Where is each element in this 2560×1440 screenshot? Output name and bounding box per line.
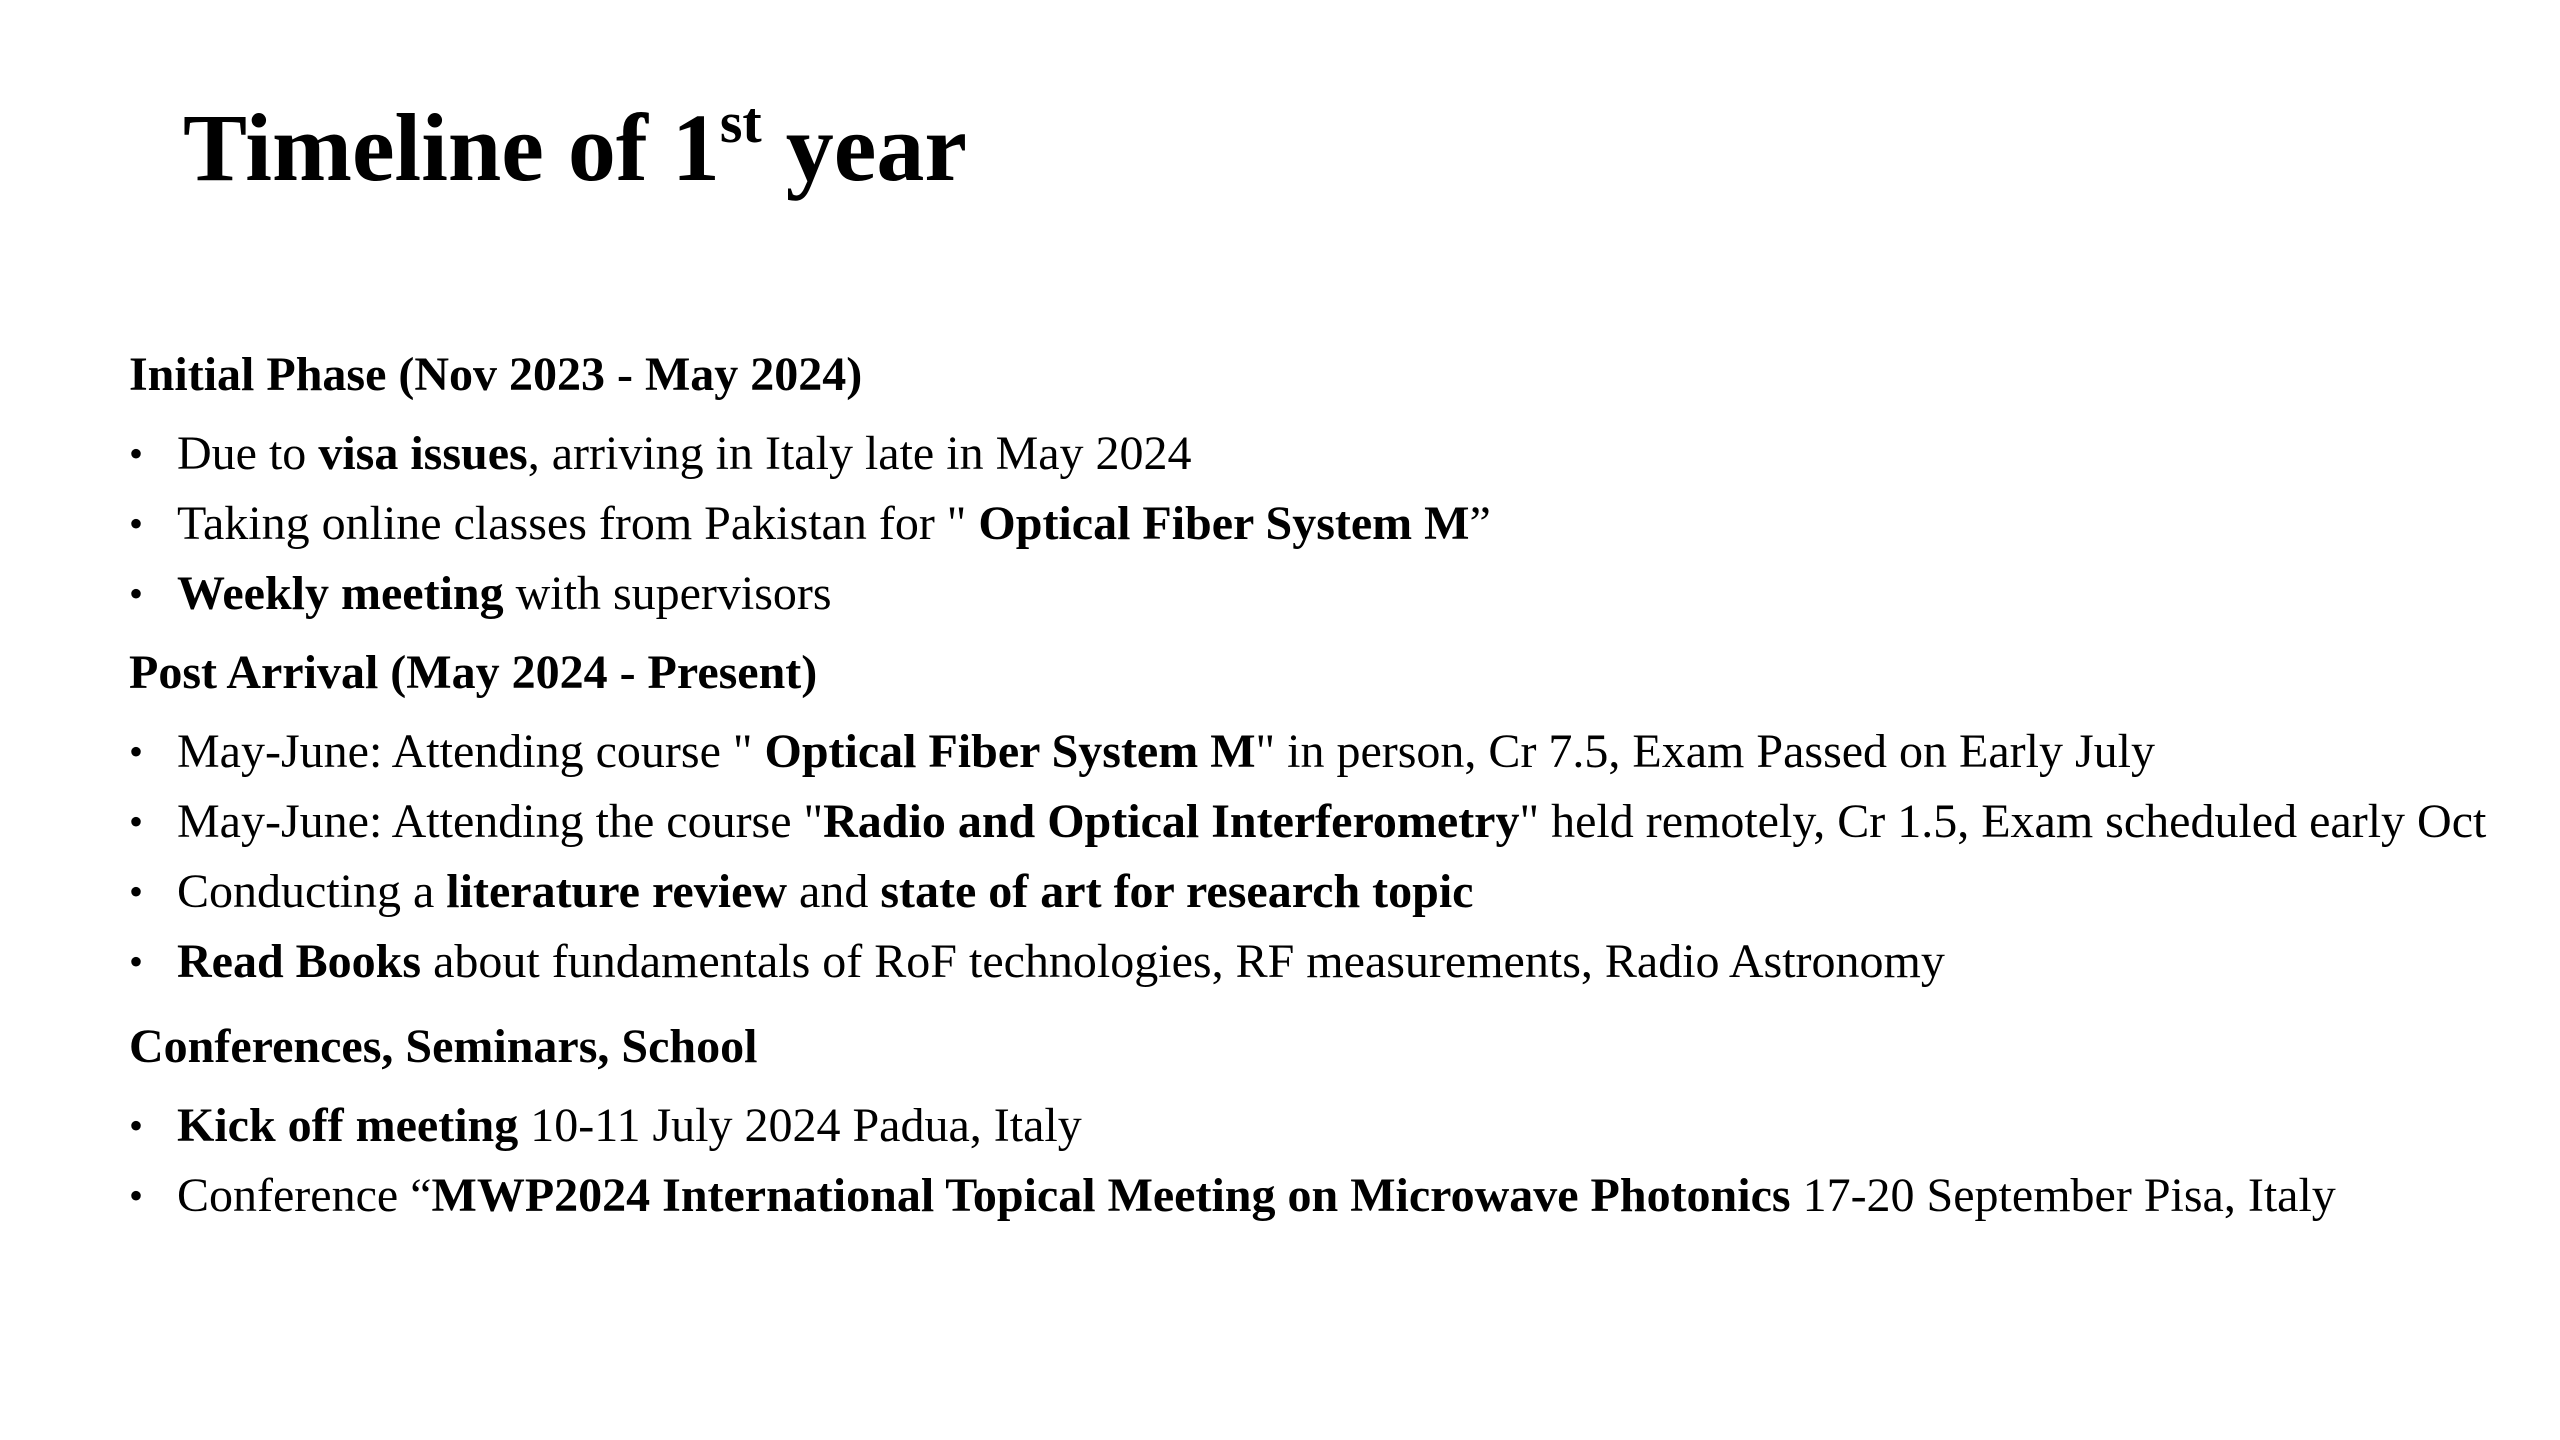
- item-bold-text: Radio and Optical Interferometry: [823, 795, 1520, 848]
- item-text: " held remotely, Cr 1.5, Exam scheduled early Oct: [1519, 795, 2487, 848]
- bullet-icon: •: [129, 501, 144, 546]
- list-item: [129, 795, 2529, 848]
- bullet-icon: •: [129, 729, 144, 774]
- item-text: Conference “: [177, 1169, 432, 1222]
- bullet-icon: •: [129, 1103, 144, 1148]
- item-text: about fundamentals of RoF technologies, RF measurements, Radio Astronomy: [421, 935, 1945, 988]
- item-text: and: [787, 865, 881, 918]
- item-bold-text: Read Books: [177, 935, 422, 988]
- list-item: [129, 1099, 2529, 1152]
- section-heading-conferences: Conferences, Seminars, School: [129, 1020, 758, 1073]
- item-bold-text: literature review: [446, 865, 788, 918]
- title-suffix: year: [761, 94, 967, 201]
- title-prefix: Timeline of 1: [183, 94, 720, 201]
- item-bold-text: visa issues: [318, 427, 528, 480]
- item-text: with supervisors: [503, 567, 832, 620]
- item-bold-text: Weekly meeting: [177, 567, 504, 620]
- list-item: [129, 497, 2529, 550]
- item-text: May-June: Attending the course ": [177, 795, 824, 848]
- slide-content: [129, 345, 2529, 1222]
- list-item: [129, 1169, 2529, 1222]
- section-heading-initial-phase: Initial Phase (Nov 2023 - May 2024): [129, 348, 863, 401]
- bullet-icon: •: [129, 571, 144, 616]
- slide-title: [183, 90, 967, 201]
- list-item: [129, 725, 2529, 778]
- list-item: [129, 865, 2529, 918]
- bullet-icon: •: [129, 869, 144, 914]
- initial-phase-list: [129, 427, 2529, 620]
- item-text: " in person, Cr 7.5, Exam Passed on Early July: [1255, 725, 2156, 778]
- item-text: 10-11 July 2024 Padua, Italy: [518, 1099, 1082, 1152]
- list-item: [129, 567, 2529, 620]
- bullet-icon: •: [129, 431, 144, 476]
- bullet-icon: •: [129, 799, 144, 844]
- item-text: May-June: Attending course ": [177, 725, 765, 778]
- bullet-icon: •: [129, 1173, 144, 1218]
- item-bold-text: state of art for research topic: [880, 865, 1474, 918]
- list-item: [129, 935, 2529, 988]
- item-text: Conducting a: [177, 865, 447, 918]
- conferences-list: [129, 1099, 2529, 1222]
- item-text: 17-20 September Pisa, Italy: [1790, 1169, 2336, 1222]
- section-heading-post-arrival: Post Arrival (May 2024 - Present): [129, 646, 818, 699]
- item-bold-text: MWP2024 International Topical Meeting on Microwave Photonics: [431, 1169, 1791, 1222]
- item-text: ”: [1469, 497, 1491, 550]
- item-bold-text: Kick off meeting: [177, 1099, 519, 1152]
- list-item: [129, 427, 2529, 480]
- bullet-icon: •: [129, 939, 144, 984]
- item-text: Due to: [177, 427, 319, 480]
- item-bold-text: Optical Fiber System M: [764, 725, 1256, 778]
- title-superscript: st: [719, 90, 762, 155]
- post-arrival-list: [129, 725, 2529, 988]
- item-bold-text: Optical Fiber System M: [978, 497, 1470, 550]
- item-text: Taking online classes from Pakistan for ": [177, 497, 979, 550]
- item-text: , arriving in Italy late in May 2024: [527, 427, 1192, 480]
